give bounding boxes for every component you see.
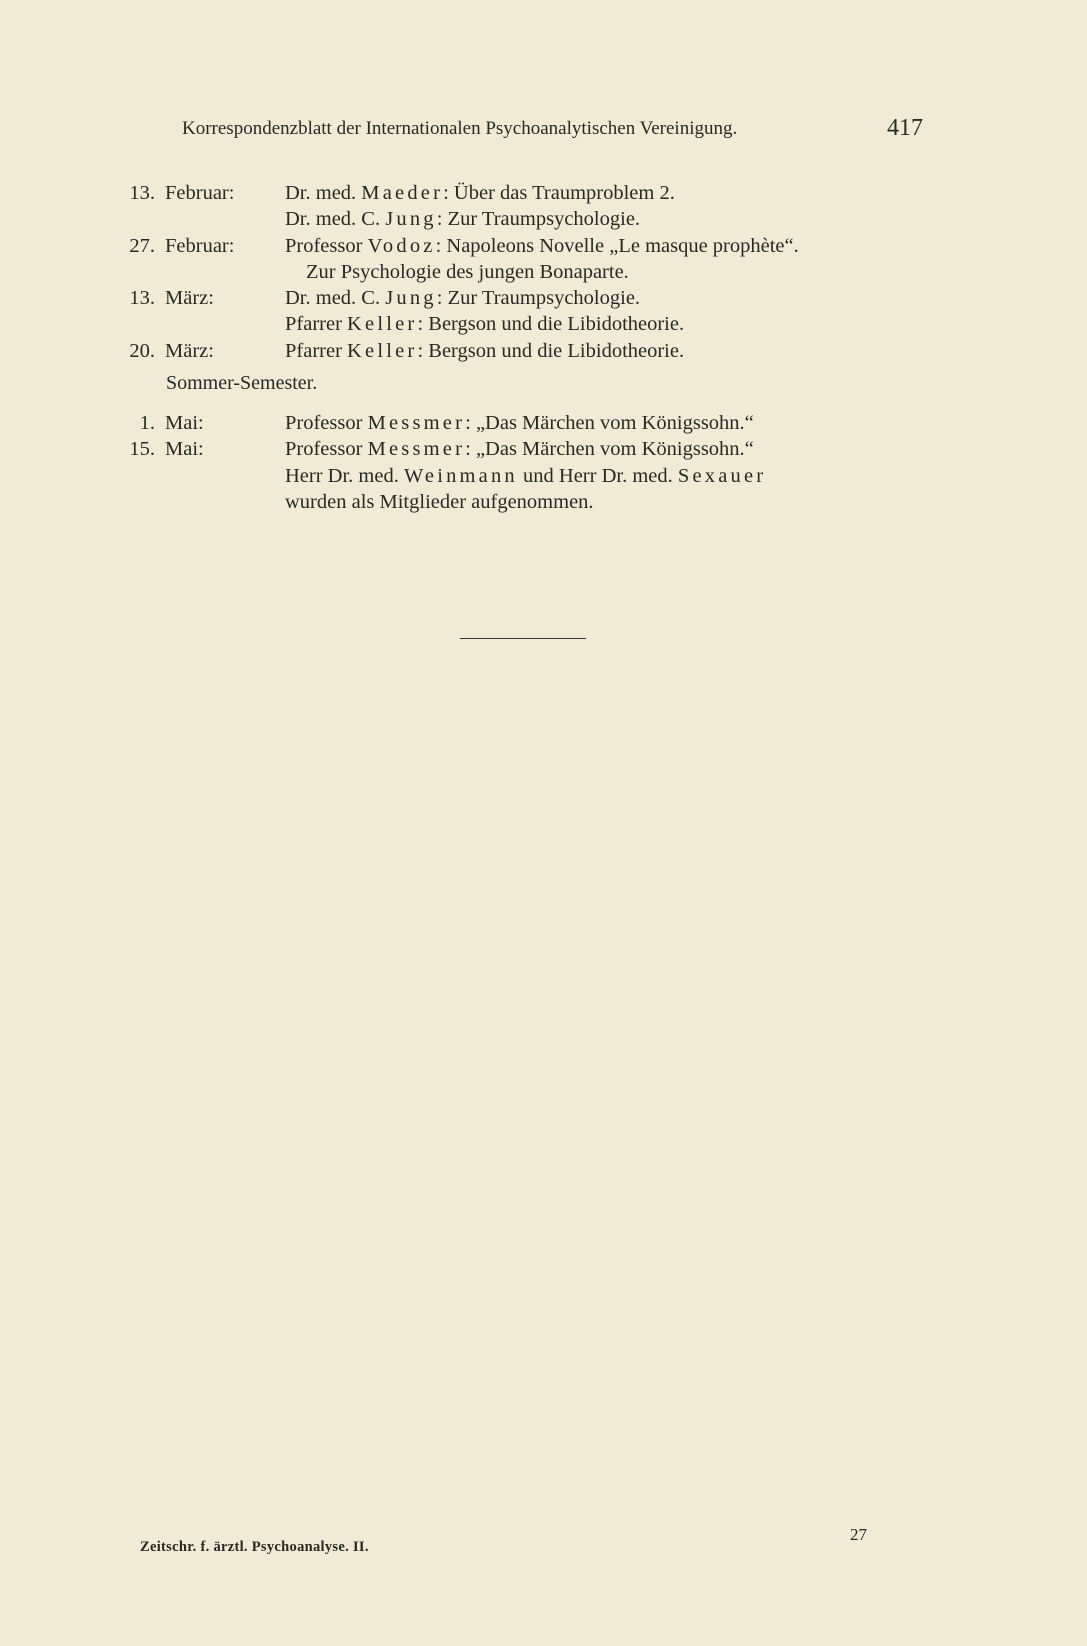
schedule-row <box>115 206 955 232</box>
entry-day: 20. <box>129 339 155 362</box>
schedule-row <box>115 180 955 206</box>
semester-heading: Sommer-Semester. <box>166 372 318 394</box>
schedule-row <box>115 285 955 311</box>
speaker-name: Weinmann <box>403 464 518 487</box>
entry-text: Pfarrer Keller: Bergson und die Libidotheorie. <box>285 339 685 362</box>
entry-month: März: <box>165 287 214 310</box>
schedule-row <box>115 489 955 515</box>
schedule-row <box>115 410 955 436</box>
schedule-row <box>115 436 955 462</box>
page-number: 417 <box>887 115 923 141</box>
entry-day: 1. <box>139 412 155 434</box>
header-title: Korrespondenzblatt der Internationalen Psychoanalytischen Vereinigung. <box>182 118 738 139</box>
entry-text: Dr. med. C. Jung: Zur Traumpsychologie. <box>285 208 641 231</box>
running-head <box>182 115 932 141</box>
entry-month: März: <box>165 339 214 362</box>
entry-text: Dr. med. Maeder: Über das Traumproblem 2. <box>285 182 675 204</box>
entry-text: Professor Messmer: „Das Märchen vom Königssohn.“ <box>285 438 754 461</box>
section-divider <box>460 638 586 639</box>
entry-text: Pfarrer Keller: Bergson und die Libidotheorie. <box>285 313 685 336</box>
entry-month: Mai: <box>165 438 204 461</box>
entry-text: Zur Psychologie des jungen Bonaparte. <box>306 260 629 283</box>
schedule-row <box>115 463 955 489</box>
entry-day: 15. <box>129 438 155 461</box>
entry-month: Mai: <box>165 412 204 434</box>
speaker-name: Jung <box>385 287 437 310</box>
entry-month: Februar: <box>165 182 235 204</box>
footer-journal: Zeitschr. f. ärztl. Psychoanalyse. II. <box>140 1539 369 1555</box>
schedule-row <box>115 259 955 285</box>
schedule-row <box>115 338 955 364</box>
signature-mark: 27 <box>850 1525 867 1544</box>
speaker-name: Maeder <box>361 182 444 204</box>
member-name: Sexauer <box>677 464 767 487</box>
entry-text: Herr Dr. med. Weinmann und Herr Dr. med. Sexauer <box>285 464 767 487</box>
entry-day: 27. <box>129 234 155 257</box>
speaker-name: Keller <box>347 313 418 336</box>
entry-text: wurden als Mitglieder aufgenommen. <box>285 490 594 513</box>
entry-day: 13. <box>129 287 155 310</box>
speaker-name: Vodoz <box>367 234 436 257</box>
speaker-name: Messmer <box>367 438 466 461</box>
entry-text: Professor Messmer: „Das Märchen vom Königssohn.“ <box>285 412 754 434</box>
summer-schedule <box>115 410 955 515</box>
speaker-name: Keller <box>347 339 418 362</box>
speaker-name: Jung <box>385 208 437 231</box>
entry-text: Dr. med. C. Jung: Zur Traumpsychologie. <box>285 287 641 310</box>
entry-month: Februar: <box>165 234 235 257</box>
winter-schedule <box>115 180 955 364</box>
speaker-name: Messmer <box>367 412 466 434</box>
entry-text: Professor Vodoz: Napoleons Novelle „Le masque prophète“. <box>285 234 799 257</box>
entry-day: 13. <box>129 182 155 204</box>
schedule-row <box>115 233 955 259</box>
schedule-row <box>115 311 955 337</box>
